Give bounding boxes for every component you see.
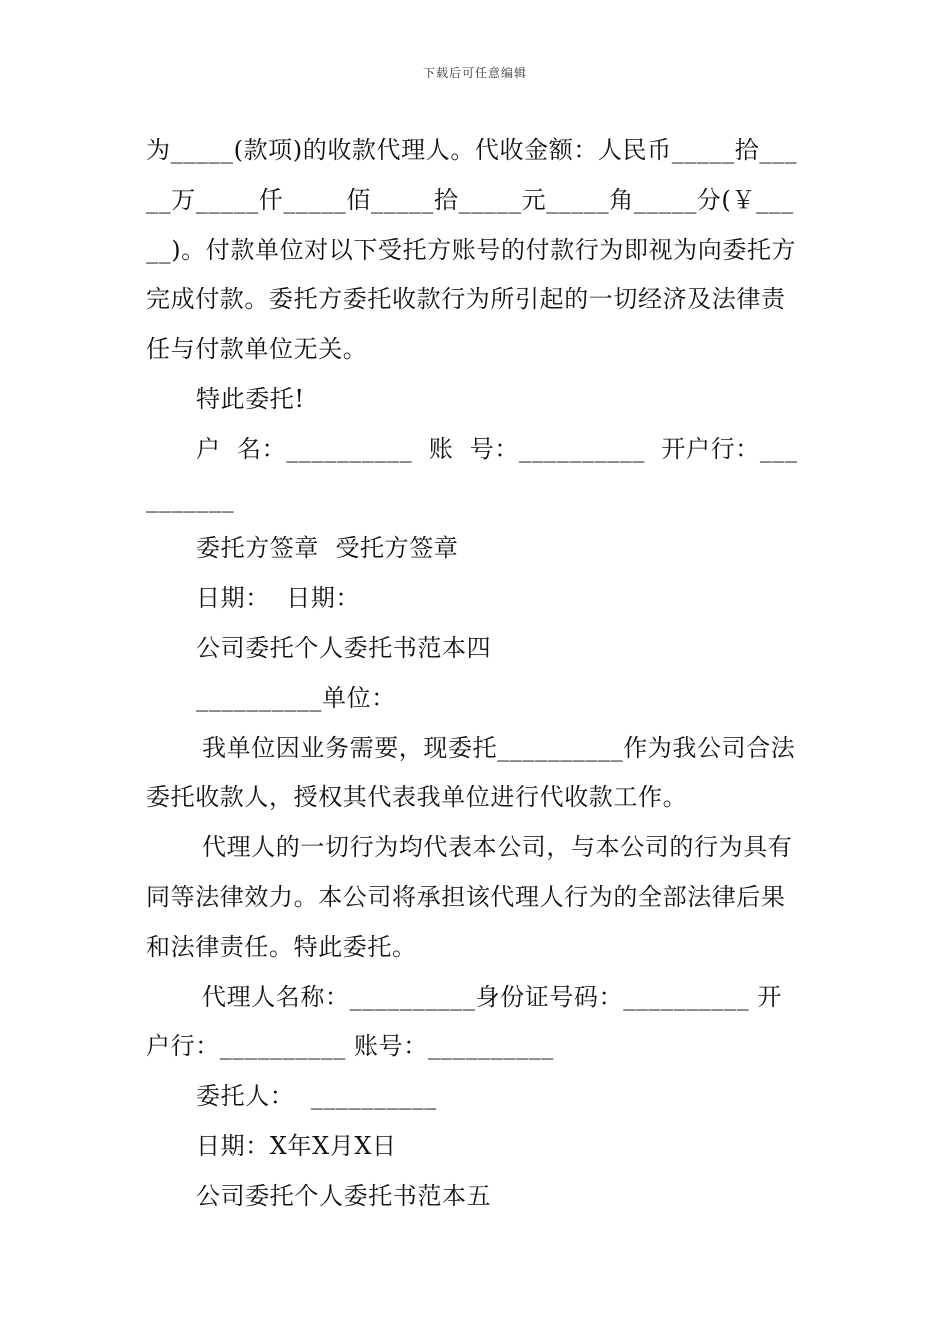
paragraph-authorization: 我单位因业务需要，现委托__________作为我公司合法委托收款人，授权其代表我单位进行代收款工作。 [146, 733, 796, 812]
paragraph-legal-effect: 代理人的一切行为均代表本公司，与本公司的行为具有同等法律效力。本公司将承担该代理人行为的全部法律后果和法律责任。特此委托。 [146, 833, 793, 961]
paragraph-principal: 委托人： __________ [196, 1082, 437, 1111]
paragraph-unit-blank: __________单位： [196, 683, 396, 712]
paragraph-date-final: 日期：X年X月X日 [196, 1131, 397, 1160]
paragraph-agent-info: 代理人名称：__________身份证号码：__________ 开户行：__________ 账号：__________ [146, 982, 783, 1061]
page-header-note: 下载后可任意编辑 [422, 66, 527, 80]
paragraph-payment-agent: 为_____(款项)的收款代理人。代收金额：人民币_____拾_____万_____仟_____佰_____拾_____元_____角_____分(￥_____)。付款单位对以下受托方账号的付款行为即视为向委托方完成付款。委托方委托收款行为所引起的一切经济及法律责任与付款单位无关。 [146, 136, 798, 364]
paragraph-signatures: 委托方签章 受托方签章 [196, 534, 459, 563]
paragraph-hereby-entrust: 特此委托! [196, 384, 305, 413]
section-title-template-five: 公司委托个人委托书范本五 [196, 1181, 492, 1210]
paragraph-account-info: 户 名：__________ 账 号：__________ 开户行：__________ [146, 434, 798, 513]
paragraph-dates: 日期： 日期： [196, 584, 361, 613]
document-body [146, 126, 806, 1222]
section-title-template-four: 公司委托个人委托书范本四 [196, 633, 492, 662]
